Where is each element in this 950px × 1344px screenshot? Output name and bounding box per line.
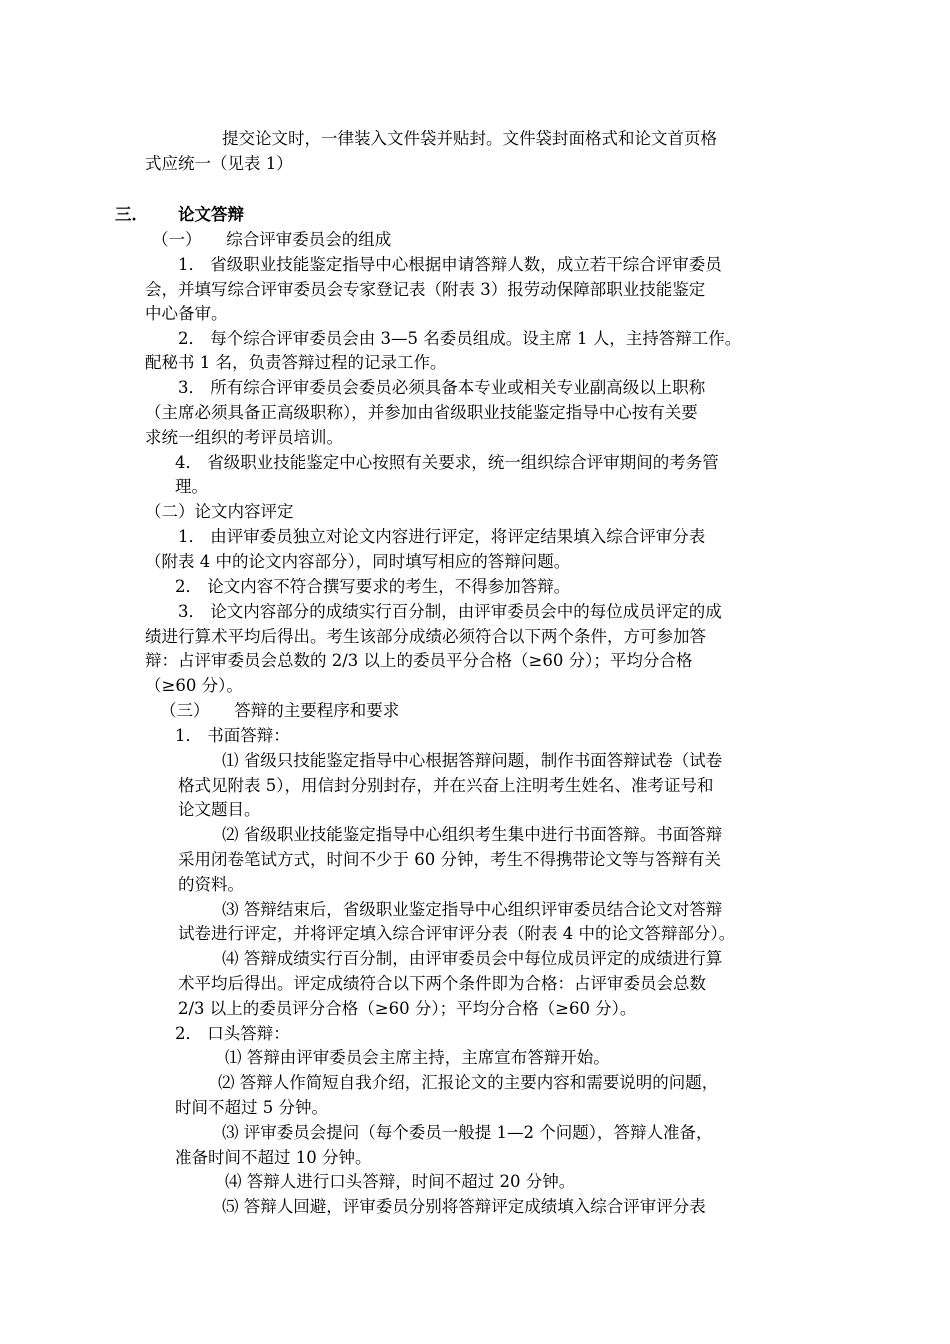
paragraph-line: ⑵ 答辩人作简短自我介绍，汇报论文的主要内容和需要说明的问题， (218, 1073, 719, 1092)
paragraph-line: （附表 4 中的论文内容部分），同时填写相应的答辩问题。 (145, 552, 571, 571)
item-title: 1． 书面答辩： (175, 726, 290, 745)
paragraph-line: 格式见附表 5），用信封分别封存，并在兴奋上注明考生姓名、准考证号和 (178, 776, 714, 795)
subsection-title: （一） 综合评审委员会的组成 (152, 230, 392, 249)
paragraph-line: 3． 论文内容部分的成绩实行百分制，由评审委员会中的每位成员评定的成 (178, 602, 722, 621)
paragraph-line: 理。 (175, 477, 208, 496)
paragraph-line: 术平均后得出。评定成绩符合以下两个条件即为合格：占评审委员会总数 (178, 974, 706, 993)
paragraph-line: 配秘书 1 名，负责答辩过程的记录工作。 (145, 353, 447, 372)
paragraph-line: 采用闭卷笔试方式，时间不少于 60 分钟，考生不得携带论文等与答辩有关 (178, 850, 721, 869)
paragraph-line: 的资料。 (178, 875, 244, 894)
paragraph-line: 2/3 以上的委员评分合格（≥60 分）；平均分合格（≥60 分）。 (178, 999, 637, 1018)
paragraph-line: 求统一组织的考评员培训。 (145, 428, 343, 447)
paragraph-line: 1． 由评审委员独立对论文内容进行评定，将评定结果填入综合评审分表 (178, 527, 706, 546)
paragraph-line: 论文题目。 (178, 800, 261, 819)
subsection-title: （二）论文内容评定 (145, 502, 294, 521)
paragraph-line: 2． 论文内容不符合撰写要求的考生，不得参加答辩。 (175, 577, 571, 596)
section-title: 论文答辩 (178, 205, 244, 224)
section-number: 三． (115, 205, 148, 224)
paragraph-line: 会，并填写综合评审委员会专家登记表（附表 3）报劳动保障部职业技能鉴定 (145, 280, 706, 299)
paragraph-line: ⑶ 答辩结束后，省级职业鉴定指导中心组织评审委员结合论文对答辩 (222, 900, 723, 919)
paragraph-line: ⑴ 答辩由评审委员会主席主持，主席宣布答辩开始。 (225, 1048, 610, 1067)
paragraph-line: ⑶ 评审委员会提问（每个委员一般提 1—2 个问题），答辩人准备， (222, 1123, 713, 1142)
paragraph-line: 辩：占评审委员会总数的 2/3 以上的委员平分合格（≥60 分）；平均分合格 (145, 651, 693, 670)
paragraph-line: ⑵ 省级职业技能鉴定指导中心组织考生集中进行书面答辩。书面答辩 (222, 825, 723, 844)
intro-line: 提交论文时，一律装入文件袋并贴封。文件袋封面格式和论文首页格 (222, 129, 717, 148)
paragraph-line: 绩进行算术平均后得出。考生该部分成绩必须符合以下两个条件，方可参加答 (145, 627, 706, 646)
paragraph-line: （≥60 分）。 (145, 676, 243, 695)
intro-line: 式应统一（见表 1） (145, 154, 293, 173)
subsection-title: （三） 答辩的主要程序和要求 (160, 701, 400, 720)
paragraph-line: 1． 省级职业技能鉴定指导中心根据申请答辩人数，成立若干综合评审委员 (178, 255, 722, 274)
paragraph-line: 中心备审。 (145, 304, 228, 323)
paragraph-line: （主席必须具备正高级职称），并参加由省级职业技能鉴定指导中心按有关要 (145, 403, 698, 422)
paragraph-line: 2． 每个综合评审委员会由 3—5 名委员组成。设主席 1 人，主持答辩工作。 (178, 329, 742, 348)
paragraph-line: 时间不超过 5 分钟。 (175, 1098, 328, 1117)
paragraph-line: ⑷ 答辩成绩实行百分制，由评审委员会中每位成员评定的成绩进行算 (222, 949, 723, 968)
paragraph-line: ⑴ 省级只技能鉴定指导中心根据答辩问题，制作书面答辩试卷（试卷 (222, 751, 723, 770)
paragraph-line: 3． 所有综合评审委员会委员必须具备本专业或相关专业副高级以上职称 (178, 378, 706, 397)
paragraph-line: ⑸ 答辩人回避，评审委员分别将答辩评定成绩填入综合评审评分表 (222, 1197, 706, 1216)
paragraph-line: 试卷进行评定，并将评定填入综合评审评分表（附表 4 中的论文答辩部分）。 (178, 924, 736, 943)
paragraph-line: ⑷ 答辩人进行口头答辩，时间不超过 20 分钟。 (225, 1172, 576, 1191)
paragraph-line: 准备时间不超过 10 分钟。 (175, 1148, 372, 1167)
paragraph-line: 4． 省级职业技能鉴定中心按照有关要求，统一组织综合评审期间的考务管 (175, 453, 719, 472)
item-title: 2． 口头答辩： (175, 1024, 290, 1043)
